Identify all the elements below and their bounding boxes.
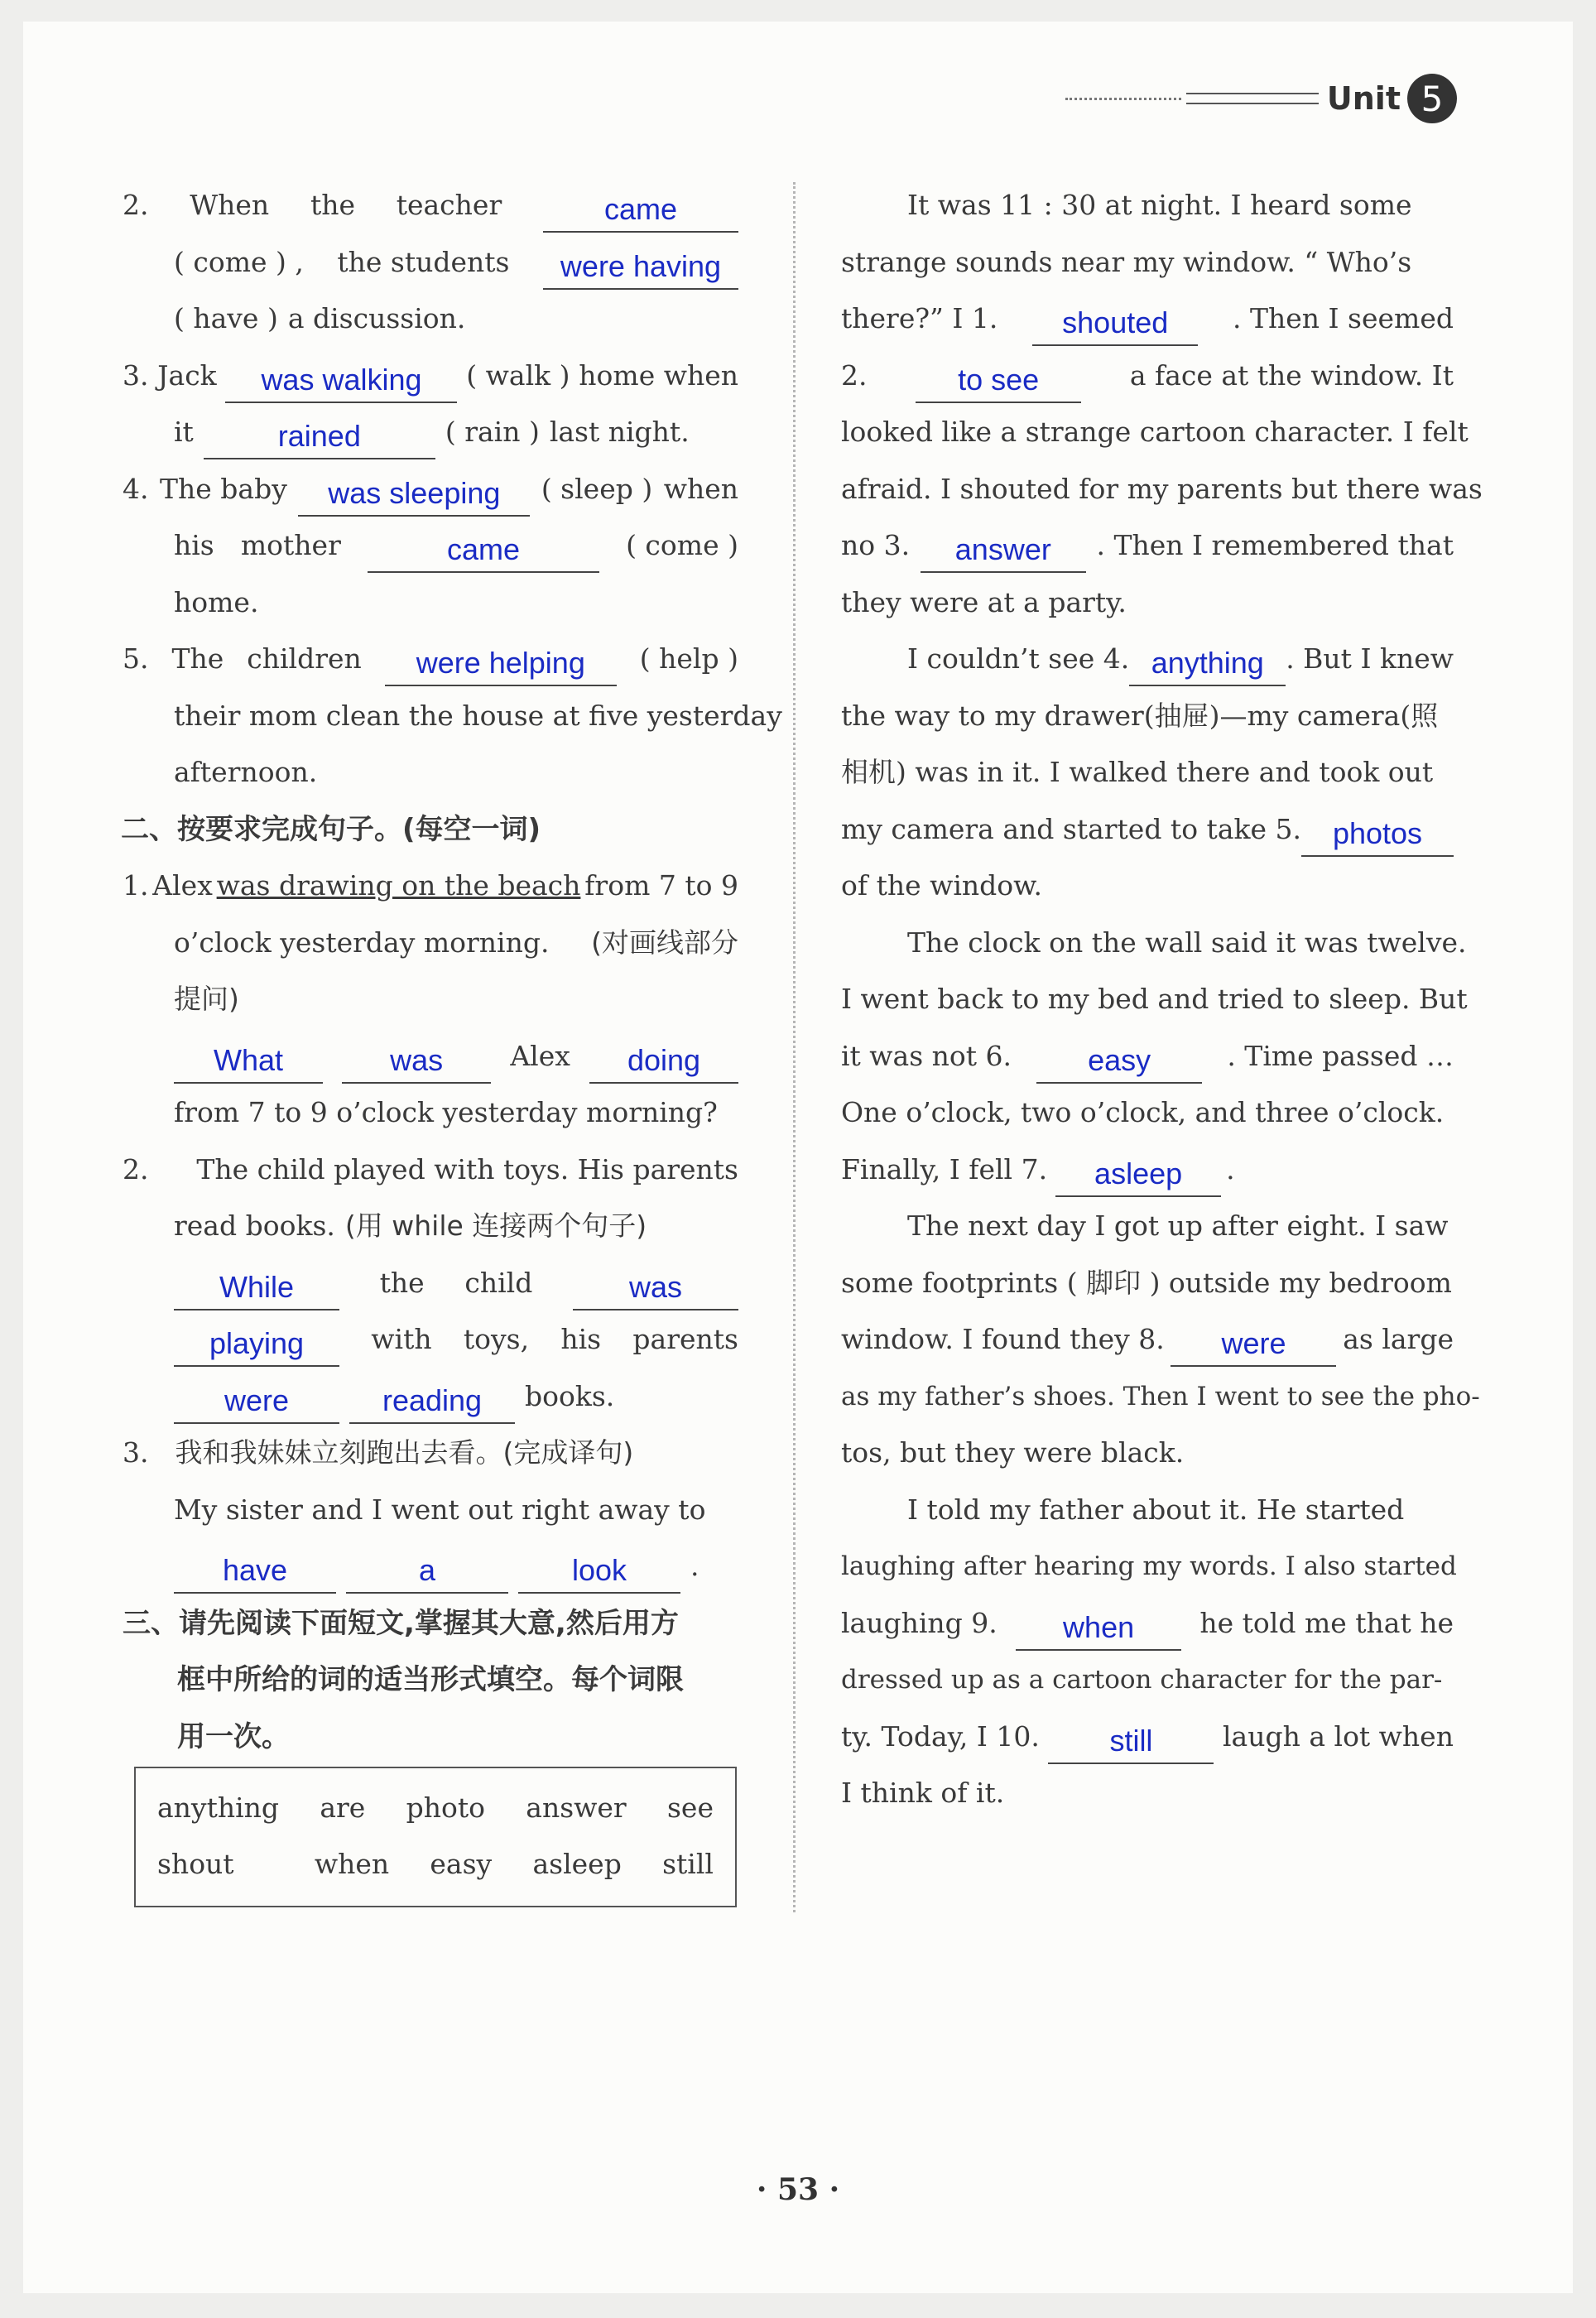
answer-blank[interactable]: While (174, 1269, 339, 1310)
answer-blank[interactable]: came (368, 531, 599, 573)
answer-blank-10[interactable]: still (1048, 1723, 1214, 1764)
word-bank-word: shout (157, 1848, 234, 1880)
sentence-1-line-4: What was Alex doing (123, 1028, 738, 1085)
passage-line: I went back to my bed and tried to sleep. But (841, 983, 1468, 1015)
passage-line: tos, but they were black. (841, 1436, 1185, 1469)
answer-blank-3[interactable]: answer (921, 531, 1086, 573)
passage-line: 2. to see a face at the window. It (841, 348, 1454, 405)
answer-blank-4[interactable]: anything (1129, 645, 1286, 686)
answer-blank-2[interactable]: to see (916, 362, 1081, 403)
section-3-heading-line-3: 用一次。 (177, 1719, 290, 1753)
passage-line: I told my father about it. He started (907, 1493, 1405, 1526)
passage-line: 相机) was in it. I walked there and took out (841, 756, 1434, 788)
passage-line: there?” I 1. shouted . Then I seemed (841, 291, 1454, 348)
sentence-2-line-2: read books. (用 while 连接两个句子) (174, 1209, 647, 1242)
sentence-1-line-1: 1. Alex was drawing on the beach from 7 to 9 (123, 858, 738, 915)
answer-blank[interactable]: rained (204, 418, 435, 459)
passage-line: no 3. answer . Then I remembered that (841, 517, 1454, 575)
passage-line: the way to my drawer(抽屉)—my camera(照 (841, 699, 1439, 732)
word-bank-word: when (314, 1848, 390, 1880)
unit-header (1065, 70, 1457, 127)
passage-line: afraid. I shouted for my parents but there was (841, 472, 1483, 505)
word-bank-word: anything (157, 1791, 280, 1824)
passage-line: The next day I got up after eight. I saw (907, 1209, 1449, 1242)
answer-blank[interactable]: were helping (385, 645, 617, 686)
passage-line: The clock on the wall said it was twelve. (907, 926, 1467, 959)
sentence-2-line-5: were reading books. (123, 1368, 738, 1426)
answer-blank[interactable]: was (573, 1269, 738, 1310)
column-divider (793, 182, 796, 1912)
section-3-heading-line-2: 框中所给的词的适当形式填空。每个词限 (177, 1663, 684, 1696)
word-bank-word: see (667, 1791, 714, 1824)
sentence-3-line-3: have a look . (123, 1538, 738, 1595)
question-5-line-3: afternoon. (174, 756, 318, 788)
passage-line: some footprints ( 脚印 ) outside my bedroom (841, 1266, 1452, 1299)
passage-line: I think of it. (841, 1777, 1005, 1809)
question-3-line-1: 3. Jack was walking ( walk ) home when (123, 348, 738, 405)
question-3-line-2: it rained ( rain ) last night. (123, 404, 738, 461)
answer-blank[interactable]: was walking (225, 362, 457, 403)
passage-line: It was 11 : 30 at night. I heard some (907, 189, 1412, 221)
passage-line: Finally, I fell 7. asleep . (841, 1142, 1454, 1199)
unit-label: Unit (1326, 80, 1401, 117)
word-bank-word: easy (430, 1848, 493, 1880)
page-number: · 53 · (756, 2172, 840, 2207)
section-3-heading-line-1: 三、请先阅读下面短文,掌握其大意,然后用方 (123, 1606, 679, 1640)
sentence-2-line-1: 2. The child played with toys. His parents (123, 1152, 738, 1185)
question-4-line-3: home. (174, 585, 259, 618)
answer-blank[interactable]: were having (543, 248, 738, 290)
question-5-line-1: 5. The children were helping ( help ) (123, 631, 738, 688)
passage-line: I couldn’t see 4. anything . But I knew (841, 631, 1454, 688)
passage-line: looked like a strange cartoon character. I felt (841, 416, 1469, 448)
underlined-phrase: was drawing on the beach (216, 869, 581, 902)
passage-line: as my father’s shoes. Then I went to see the pho- (841, 1381, 1480, 1411)
passage-line: One o’clock, two o’clock, and three o’clock. (841, 1096, 1445, 1128)
word-bank-word: still (662, 1848, 714, 1880)
answer-blank[interactable]: were (174, 1383, 339, 1424)
header-double-rule (1186, 93, 1319, 104)
answer-blank[interactable]: What (174, 1042, 323, 1084)
word-bank-box (134, 1767, 737, 1907)
passage-line: dressed up as a cartoon character for the par- (841, 1665, 1443, 1695)
word-bank-row-1 (157, 1791, 714, 1824)
left-column (121, 177, 782, 1765)
answer-blank[interactable]: look (518, 1552, 680, 1594)
answer-blank-6[interactable]: easy (1036, 1042, 1202, 1084)
answer-blank[interactable]: was sleeping (298, 475, 530, 517)
unit-number-badge: 5 (1407, 74, 1457, 123)
section-2-heading: 二、按要求完成句子。(每空一词) (121, 812, 541, 846)
sentence-1-line-2: o’clock yesterday morning. (对画线部分 (174, 926, 738, 959)
passage-line: window. I found they 8. were as large (841, 1311, 1454, 1368)
question-2-line-3: ( have ) a discussion. (174, 302, 466, 334)
passage-line: laughing 9. when he told me that he (841, 1595, 1454, 1652)
sentence-2-line-4: playing with toys, his parents (123, 1311, 738, 1368)
word-bank-row-2 (157, 1848, 714, 1880)
answer-blank[interactable]: a (346, 1552, 508, 1594)
sentence-1-line-5: from 7 to 9 o’clock yesterday morning? (174, 1096, 718, 1128)
answer-blank[interactable]: have (174, 1552, 336, 1594)
header-dotted-rule (1065, 98, 1181, 100)
right-column (841, 177, 1483, 1822)
passage-line: ty. Today, I 10. still laugh a lot when (841, 1709, 1454, 1766)
question-4-line-2: his mother came ( come ) (123, 517, 738, 575)
sentence-2-line-3: While the child was (123, 1255, 738, 1312)
passage-line: of the window. (841, 869, 1042, 902)
word-bank-word: asleep (532, 1848, 622, 1880)
answer-blank[interactable]: playing (174, 1325, 339, 1367)
answer-blank[interactable]: came (543, 191, 738, 233)
answer-blank-5[interactable]: photos (1301, 815, 1454, 857)
passage-line: it was not 6. easy . Time passed … (841, 1028, 1454, 1085)
sentence-3-line-1: 3. 我和我妹妹立刻跑出去看。(完成译句) (123, 1436, 634, 1469)
sentence-3-line-2: My sister and I went out right away to (174, 1493, 706, 1526)
passage-line: my camera and started to take 5. photos (841, 801, 1454, 858)
question-2-line-1: 2. When the teacher came (123, 177, 738, 234)
passage-line: they were at a party. (841, 585, 1127, 618)
answer-blank-8[interactable]: were (1171, 1325, 1336, 1367)
answer-blank-9[interactable]: when (1016, 1609, 1181, 1651)
passage-line: laughing after hearing my words. I also started (841, 1551, 1457, 1581)
question-4-line-1: 4. The baby was sleeping ( sleep ) when (123, 461, 738, 518)
answer-blank[interactable]: reading (349, 1383, 515, 1424)
passage-line: strange sounds near my window. “ Who’s (841, 245, 1412, 278)
answer-blank-7[interactable]: asleep (1055, 1156, 1221, 1197)
answer-blank-1[interactable]: shouted (1032, 305, 1198, 346)
word-bank-word: answer (526, 1791, 627, 1824)
word-bank-word: are (320, 1791, 366, 1824)
word-bank-word: photo (406, 1791, 485, 1824)
question-5-line-2: their mom clean the house at five yesterday (174, 699, 782, 732)
sentence-1-line-3: 提问) (174, 983, 239, 1015)
answer-blank[interactable]: was (342, 1042, 491, 1084)
question-2-line-2: ( come ) , the students were having (123, 234, 738, 291)
answer-blank[interactable]: doing (589, 1042, 738, 1084)
